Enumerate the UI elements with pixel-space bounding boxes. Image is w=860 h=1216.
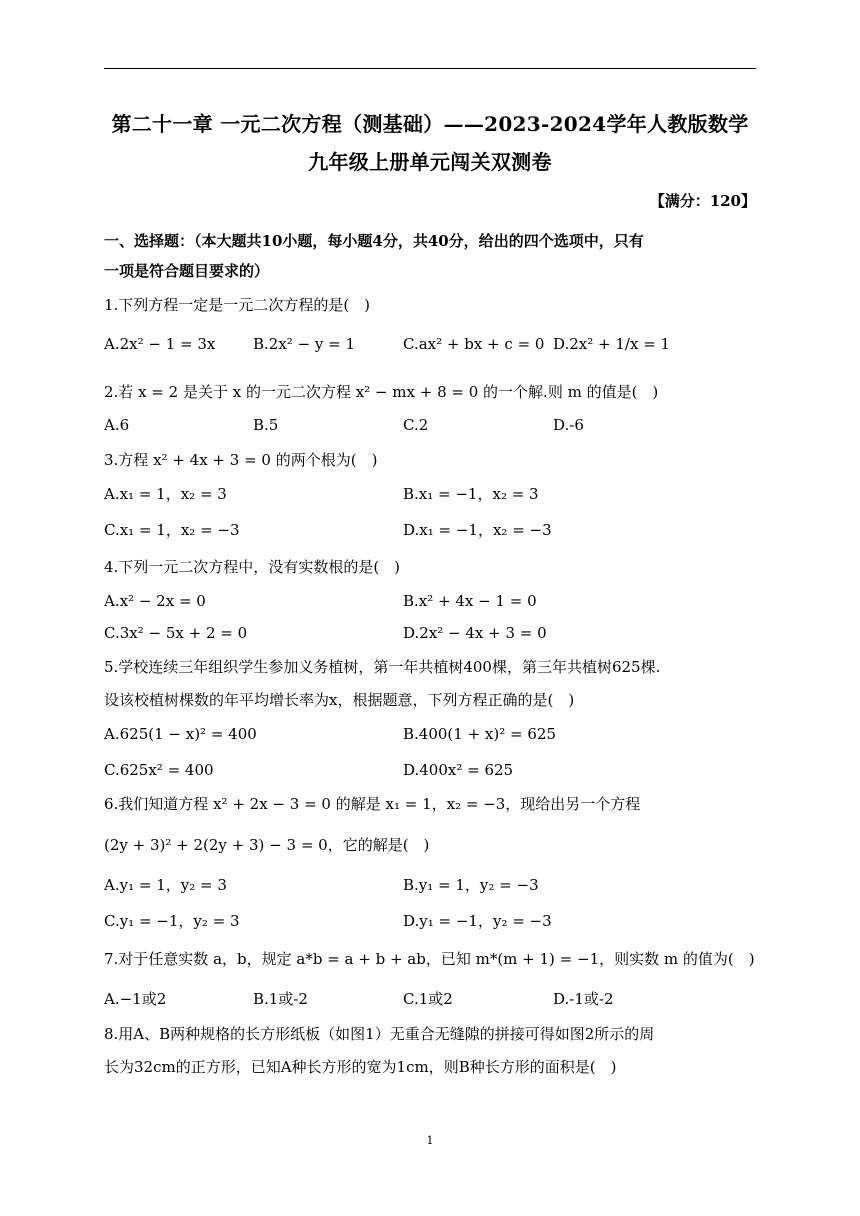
header-rule [104,68,756,69]
question-3-option-b: B.x₁ = −1，x₂ = 3 [403,485,539,503]
question-1-option-c: C.ax² + bx + c = 0 [403,335,545,353]
full-score: 【满分：120】 [649,192,756,210]
question-5-option-c: C.625x² = 400 [104,761,214,779]
question-3-option-a: A.x₁ = 1，x₂ = 3 [104,485,227,503]
section-heading-line-2: 一项是符合题目要求的） [104,262,270,280]
question-6-option-d: D.y₁ = −1，y₂ = −3 [403,912,552,930]
question-4-stem: 4.下列一元二次方程中，没有实数根的是( ) [104,558,401,576]
question-3-stem: 3.方程 x² + 4x + 3 = 0 的两个根为( ) [104,451,378,469]
page-number: 1 [426,1134,434,1147]
question-4-option-b: B.x² + 4x − 1 = 0 [403,592,537,610]
question-5-stem-line-2: 设该校植树棵数的年平均增长率为x，根据题意，下列方程正确的是( ) [104,691,575,709]
question-4-option-d: D.2x² − 4x + 3 = 0 [403,624,547,642]
question-6-option-b: B.y₁ = 1，y₂ = −3 [403,876,539,894]
title-line-1: 第二十一章 一元二次方程（测基础）——2023-2024学年人教版数学 [111,112,749,136]
question-4-option-a: A.x² − 2x = 0 [104,592,206,610]
question-6-stem-line-2: (2y + 3)² + 2(2y + 3) − 3 = 0，它的解是( ) [104,836,430,854]
question-1-option-b: B.2x² − y = 1 [253,335,356,353]
title-line-2: 九年级上册单元闯关双测卷 [308,150,552,174]
question-1-option-a: A.2x² − 1 = 3x [104,335,216,353]
question-3-option-d: D.x₁ = −1，x₂ = −3 [403,521,552,539]
question-7-option-b: B.1或-2 [253,990,308,1008]
question-2-option-d: D.-6 [553,416,584,434]
question-2-option-a: A.6 [104,416,130,434]
question-2-option-c: C.2 [403,416,429,434]
question-7-option-a: A.−1或2 [104,990,167,1008]
question-1-stem: 1.下列方程一定是一元二次方程的是( ) [104,296,371,314]
question-2-option-b: B.5 [253,416,279,434]
question-6-option-c: C.y₁ = −1，y₂ = 3 [104,912,240,930]
question-7-stem: 7.对于任意实数 a，b，规定 a*b = a + b + ab，已知 m*(m + 1) = −1，则实数 m 的值为( ) [104,950,755,968]
question-8-stem-line-2: 长为32cm的正方形，已知A种长方形的宽为1cm，则B种长方形的面积是( ) [104,1058,617,1076]
question-3-option-c: C.x₁ = 1，x₂ = −3 [104,521,240,539]
question-7-option-c: C.1或2 [403,990,453,1008]
question-7-option-d: D.-1或-2 [553,990,614,1008]
question-1-option-d: D.2x² + 1/x = 1 [553,335,671,353]
question-6-option-a: A.y₁ = 1，y₂ = 3 [104,876,227,894]
question-5-option-a: A.625(1 − x)² = 400 [104,725,257,743]
question-8-stem-line-1: 8.用A、B两种规格的长方形纸板（如图1）无重合无缝隙的拼接可得如图2所示的周 [104,1025,655,1043]
question-5-stem-line-1: 5.学校连续三年组织学生参加义务植树，第一年共植树400棵，第三年共植树625棵. [104,658,661,676]
section-heading-line-1: 一、选择题：（本大题共10小题，每小题4分，共40分，给出的四个选项中，只有 [104,232,644,250]
question-6-stem-line-1: 6.我们知道方程 x² + 2x − 3 = 0 的解是 x₁ = 1，x₂ = −3，现给出另一个方程 [104,795,641,813]
question-2-stem: 2.若 x = 2 是关于 x 的一元二次方程 x² − mx + 8 = 0 的一个解.则 m 的值是( ) [104,383,659,401]
question-5-option-b: B.400(1 + x)² = 625 [403,725,556,743]
question-4-option-c: C.3x² − 5x + 2 = 0 [104,624,248,642]
question-5-option-d: D.400x² = 625 [403,761,514,779]
